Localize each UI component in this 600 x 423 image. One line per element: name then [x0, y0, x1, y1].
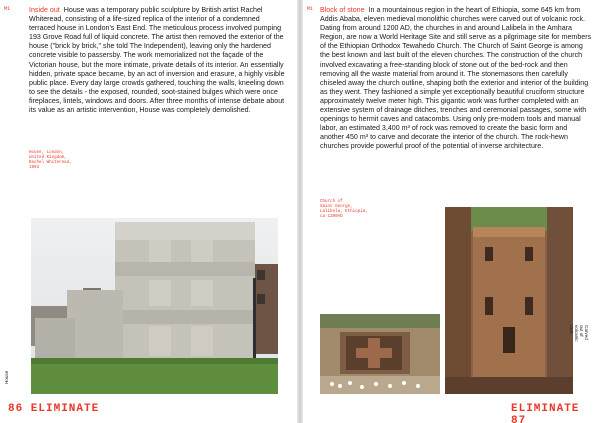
church-aerial-photo — [320, 314, 440, 394]
side-label: House — [4, 370, 9, 384]
page-folio: 86 ELIMINATE — [8, 403, 100, 415]
side-label: Carved out of volcanic rock — [569, 325, 589, 342]
church-closeup-image — [445, 207, 573, 394]
paragraph: House was a temporary public sculpture by British artist Rachel Whiteread, consisting of a life-sized replica of the interior of a condemned terraced house in London's East End. The meticulous process involved pumping 193 Grove Road full of liquid concrete. The artist then removed the exterior of the house ("brick by brick," she told The Independent), leaving only the hardened concrete visible to passersby. The work memorialized not the façade of the Victorian house, but the more intimate, private details of its interior. An essentially hidden, private space became, by an act of inversion and erasure, a highly visible public place. Every day large crowds gathered, touching the walls, kneeling down to see the details - the exposed, rounded, soot-stained bulges which were once fireplaces, lintels, windows and doors. After three months of intense debate about its value as an artistic intervention, House was completely demolished. — [29, 6, 285, 115]
house-sculpture-photo — [31, 218, 278, 394]
right-page — [303, 0, 600, 423]
house-sculpture-image — [31, 218, 278, 394]
body-text — [320, 6, 592, 152]
photo-caption: Church of Saint George, Lalibela, Ethiopia, ca 1200AD — [320, 200, 368, 219]
body-text — [29, 6, 285, 115]
paragraph: In a mountainous region in the heart of Ethiopia, some 645 km from Addis Ababa, eleven medieval monolithic churches were carved out of volcanic rock. Dating from around 1200 AD, the churches in and around Lalibela in the Amhara Region, are now a World Heritage Site and still serve as a pilgrimage site for members of the Ethiopian Orthodox Tewahedo Church. The Church of Saint George is among the best known and last built of the eleven churches. The construction of the church involved excavating a free-standing block of stone out of the bed-rock and then removing all the waste material from around it. The stonemasons then carefully chiseled away the church outline, shaping both the exterior and interior of the building as they went. They fashioned a simple yet exceptionally beautiful cruciform structure approximately twelve meter high. This gigantic work was further completed with an extensive system of drainage ditches, trenches and ceremonial passages, some with openings to hermit caves and catacombs. Using only pre-modern tools and manual labor, an estimated 3,400 m³ of rock was removed to create the basic form and another 450 m³ to carve and decorate the interior of the church. The rock-hewn churches provide powerful proof of the potential of inverse architecture. — [320, 6, 592, 151]
left-page — [0, 0, 297, 423]
section-marker: M1 — [307, 6, 314, 12]
church-closeup-photo — [445, 207, 573, 394]
church-aerial-image — [320, 314, 440, 394]
section-heading: Block of stone — [320, 6, 365, 14]
section-marker: M1 — [4, 6, 11, 12]
page-folio: ELIMINATE 87 — [511, 403, 580, 423]
section-heading: Inside out — [29, 6, 60, 14]
photo-caption: House, London, United Kingdom, Rachel Whiteread, 1993 — [29, 151, 72, 170]
